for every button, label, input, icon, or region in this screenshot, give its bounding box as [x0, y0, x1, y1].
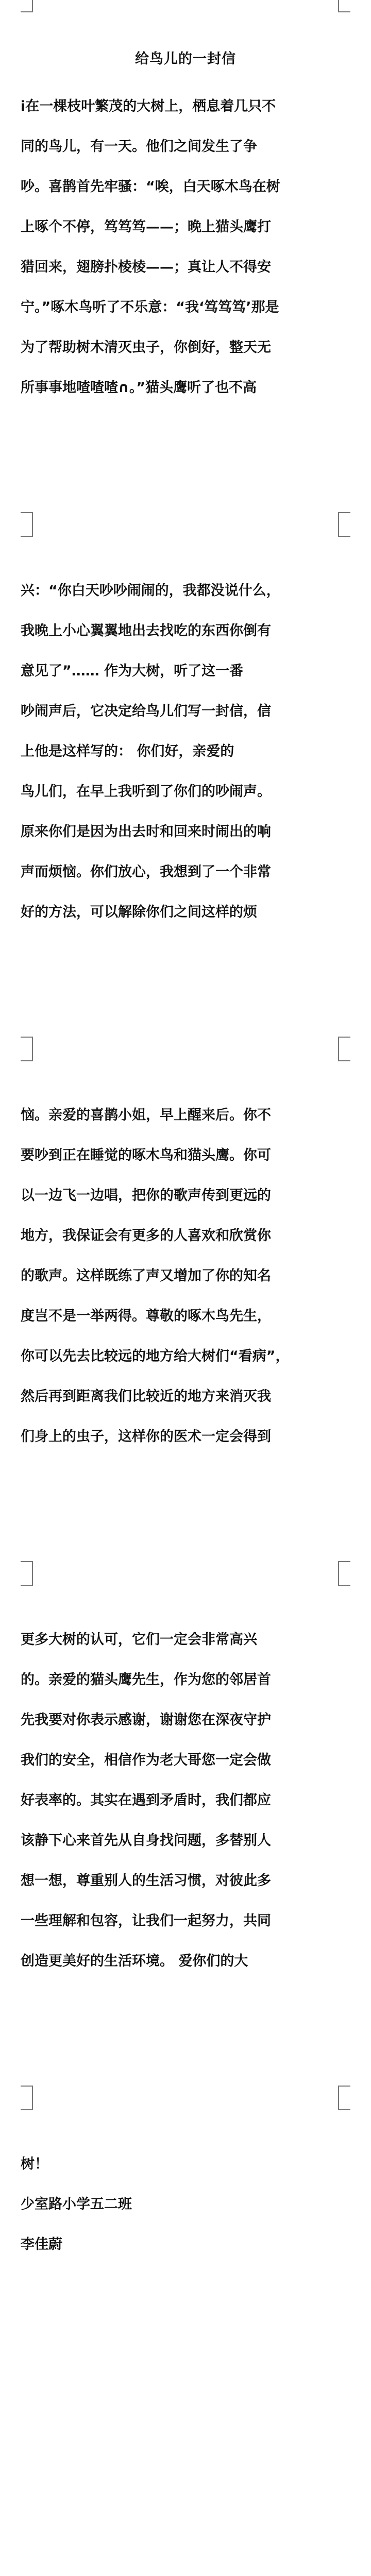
corner-mark [338, 2086, 350, 2098]
text-line: 地方，我保证会有更多的人喜欢和欣赏你 [21, 1228, 271, 1244]
text-line: 我们的安全，相信作为老大哥您一定会做 [21, 1752, 271, 1768]
text-line: 要吵到正在睡觉的啄木鸟和猫头鹰。你可 [21, 1147, 271, 1163]
text-line: 吵闹声后，它决定给鸟儿们写一封信，信 [21, 703, 271, 719]
text-line: 好的方法，可以解除你们之间这样的烦 [21, 904, 257, 920]
text-line: 李佳蔚 [21, 2236, 62, 2252]
text-line: 树！ [21, 2156, 48, 2172]
text-line: 同的鸟儿，有一天。他们之间发生了争 [21, 139, 257, 155]
page-text [21, 1620, 350, 1981]
page-2 [0, 524, 371, 1049]
text-line: 以一边飞一边唱，把你的歌声传到更远的 [21, 1188, 271, 1204]
corner-mark [338, 1037, 350, 1049]
text-line: 兴：“你白天吵吵闹闹的，我都没说什么， [21, 583, 280, 599]
text-line: 恼。亲爱的喜鹊小姐，早上醒来后。你不 [21, 1107, 271, 1123]
corner-mark [21, 1561, 33, 1573]
text-line: 你可以先去比较远的地方给大树们“看病”， [21, 1348, 290, 1364]
text-line: 上啄个不停，笃笃笃——；晚上猫头鹰打 [21, 219, 271, 235]
corner-mark [21, 1049, 33, 1061]
page-1 [0, 0, 371, 524]
text-line: 们身上的虫子，这样你的医术一定会得到 [21, 1429, 271, 1445]
text-line: 然后再到距离我们比较近的地方来消灭我 [21, 1388, 271, 1404]
text-line: 鸟儿们，在早上我听到了你们的吵闹声。 [21, 784, 271, 800]
corner-mark [21, 2086, 33, 2098]
corner-mark [338, 1573, 350, 1586]
corner-mark [338, 524, 350, 537]
page-text [21, 571, 350, 933]
text-line: 声而烦恼。你们放心，我想到了一个非常 [21, 864, 271, 880]
corner-mark [338, 1561, 350, 1573]
corner-mark [21, 524, 33, 537]
document-title: 给鸟儿的一封信 [135, 51, 236, 67]
text-line: 一些理解和包容，让我们一起努力，共同 [21, 1913, 271, 1929]
text-line: 上他是这样写的： 你们好，亲爱的 [21, 743, 234, 759]
text-line: 所事事地喳喳喳∩。”猫头鹰听了也不高 [21, 380, 257, 396]
text-line: 想一想，尊重别人的生活习惯，对彼此多 [21, 1873, 271, 1889]
corner-mark [338, 0, 350, 12]
text-line: 原来你们是因为出去时和回来时闹出的响 [21, 824, 271, 840]
corner-mark [21, 0, 33, 12]
text-line: 为了帮助树木清灭虫子，你倒好，整天无 [21, 340, 271, 355]
corner-mark [21, 512, 33, 524]
page-text [21, 2144, 350, 2265]
page-text [21, 1095, 350, 1457]
page-4 [0, 1573, 371, 2098]
page-3 [0, 1049, 371, 1573]
text-line: 先我要对你表示感谢，谢谢您在深夜守护 [21, 1712, 271, 1728]
corner-mark [338, 1049, 350, 1061]
page-text [21, 87, 350, 408]
text-line: 宁。”啄木鸟听了不乐意：“我‘笃笃笃’那是 [21, 299, 279, 315]
corner-mark [21, 1037, 33, 1049]
text-line: 少室路小学五二班 [21, 2196, 132, 2212]
text-line: 意见了”…… 作为大树，听了这一番 [21, 663, 244, 679]
text-line: 创造更美好的生活环境。 爱你们的大 [21, 1953, 248, 1969]
page-5 [0, 2098, 371, 2576]
corner-mark [21, 2098, 33, 2110]
text-line: i在一棵枝叶繁茂的大树上，栖息着几只不 [21, 98, 276, 114]
text-line: 该静下心来首先从自身找问题，多替别人 [21, 1833, 271, 1849]
corner-mark [338, 2098, 350, 2110]
text-line: 我晚上小心翼翼地出去找吃的东西你倒有 [21, 623, 271, 639]
corner-mark [338, 512, 350, 524]
text-line: 的歌声。这样既练了声又增加了你的知名 [21, 1268, 271, 1284]
corner-mark [21, 1573, 33, 1586]
text-line: 度岂不是一举两得。尊敬的啄木鸟先生， [21, 1308, 271, 1324]
text-line: 好表率的。其实在遇到矛盾时，我们都应 [21, 1792, 271, 1808]
text-line: 更多大树的认可，它们一定会非常高兴 [21, 1632, 257, 1648]
text-line: 猎回来，翅膀扑棱棱——；真让人不得安 [21, 259, 271, 275]
text-line: 吵。喜鹊首先牢骚：“唉，白天啄木鸟在树 [21, 179, 280, 195]
text-line: 的。亲爱的猫头鹰先生，作为您的邻居首 [21, 1672, 271, 1688]
